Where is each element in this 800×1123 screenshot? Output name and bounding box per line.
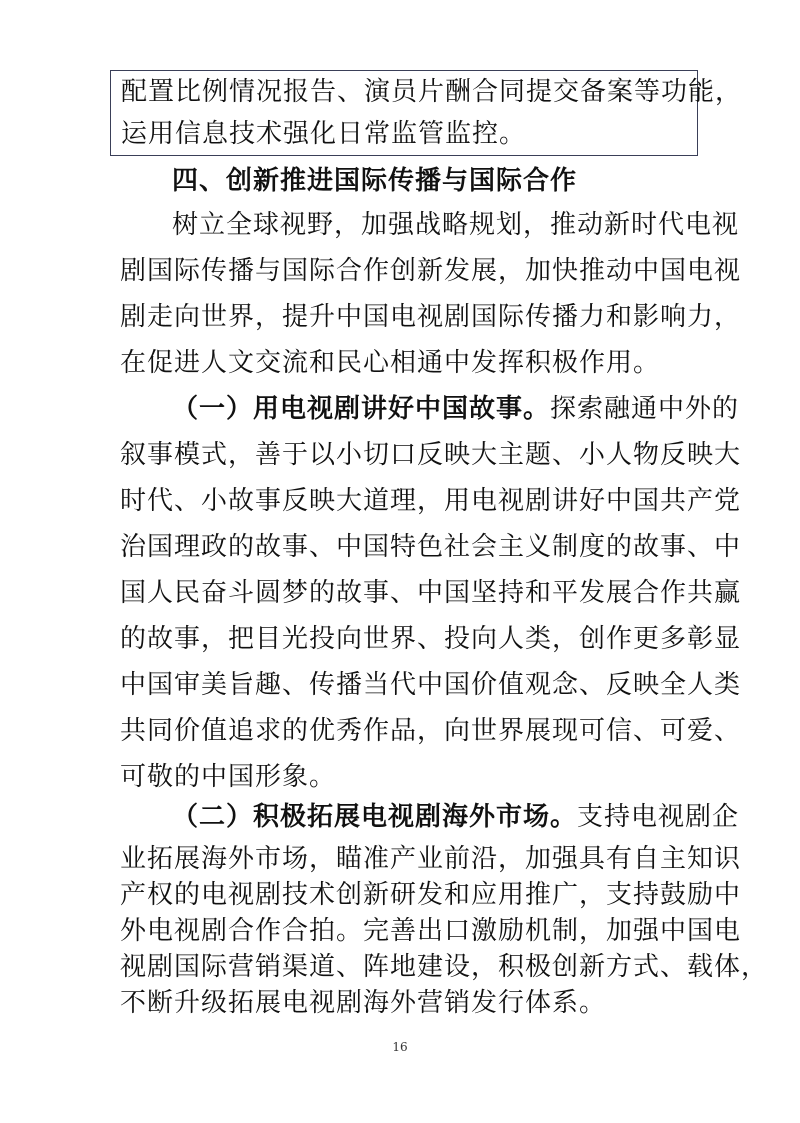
paragraph-line: 树立全球视野，加强战略规划，推动新时代电视 [172, 210, 740, 240]
section-heading: 四、创新推进国际传播与国际合作 [172, 166, 578, 196]
paragraph-line: 视剧国际营销渠道、阵地建设，积极创新方式、载体， [120, 952, 769, 982]
paragraph-line: 剧走向世界，提升中国电视剧国际传播力和影响力， [120, 302, 742, 332]
paragraph-line: 国人民奋斗圆梦的故事、中国坚持和平发展合作共赢 [120, 578, 742, 608]
subsection-first-line [172, 388, 739, 430]
paragraph-text: 支持电视剧企 [577, 802, 740, 832]
boxed-line: 配置比例情况报告、演员片酬合同提交备案等功能， [121, 77, 743, 107]
paragraph-line: 外电视剧合作合拍。完善出口激励机制，加强中国电 [120, 916, 742, 946]
paragraph-line: 叙事模式，善于以小切口反映大主题、小人物反映大 [120, 440, 742, 470]
paragraph-line: 可敬的中国形象。 [120, 762, 337, 792]
paragraph-line: 共同价值追求的优秀作品，向世界展现可信、可爱、 [120, 716, 742, 746]
paragraph-line: 不断升级拓展电视剧海外营销发行体系。 [120, 988, 607, 1018]
paragraph-line: 治国理政的故事、中国特色社会主义制度的故事、中 [120, 532, 742, 562]
paragraph-line: 业拓展海外市场，瞄准产业前沿，加强具有自主知识 [120, 844, 742, 874]
boxed-paragraph [110, 70, 743, 156]
subsection-title: （二）积极拓展电视剧海外市场。 [172, 802, 578, 832]
paragraph-line: 中国审美旨趣、传播当代中国价值观念、反映全人类 [120, 670, 742, 700]
paragraph-text: 探索融通中外的 [550, 394, 740, 424]
paragraph-line: 时代、小故事反映大道理，用电视剧讲好中国共产党 [120, 486, 742, 516]
paragraph-line: 在促进人文交流和民心相通中发挥积极作用。 [120, 348, 661, 378]
subsection-title: （一）用电视剧讲好中国故事。 [172, 394, 551, 424]
subsection-first-line [172, 796, 739, 838]
boxed-line: 运用信息技术强化日常监管监控。 [121, 119, 527, 149]
paragraph-line: 产权的电视剧技术创新研发和应用推广，支持鼓励中 [120, 880, 742, 910]
page-number: 16 [392, 1040, 408, 1054]
paragraph-line: 的故事，把目光投向世界、投向人类，创作更多彰显 [120, 624, 742, 654]
paragraph-line: 剧国际传播与国际合作创新发展，加快推动中国电视 [120, 256, 742, 286]
